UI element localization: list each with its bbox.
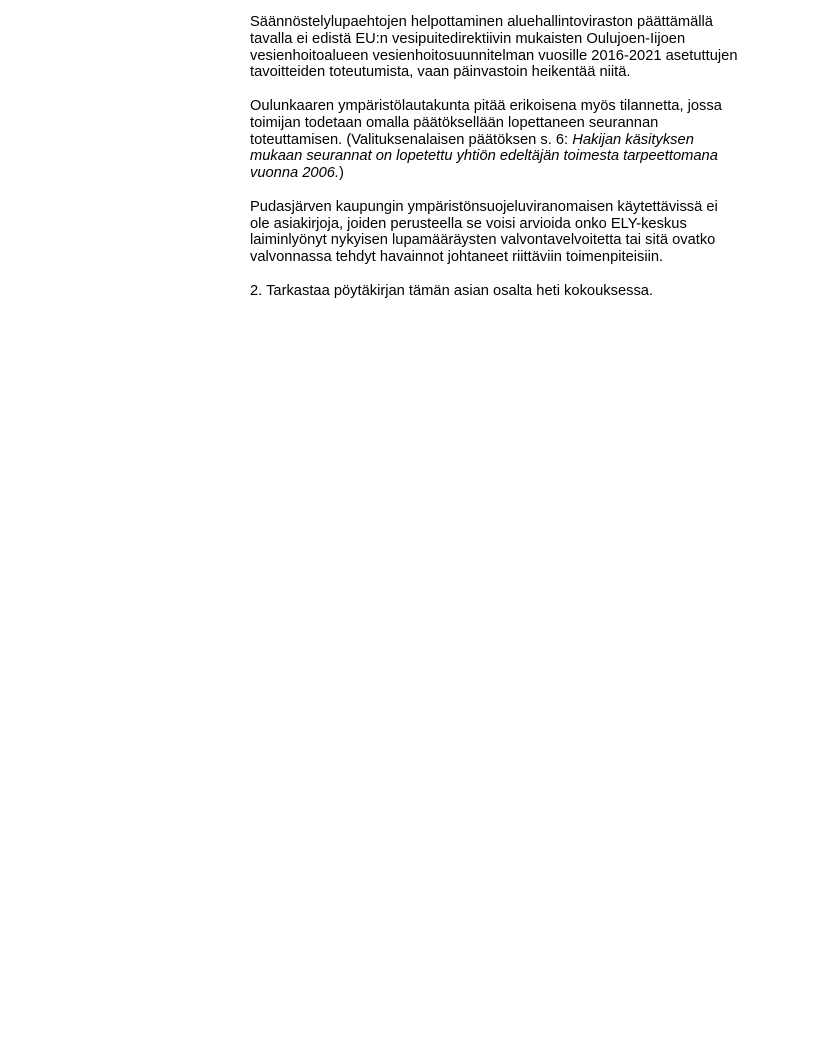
- text-line: [250, 64, 750, 81]
- text-run: Säännöstelylupaehtojen helpottaminen aluehallintoviraston päättämällä: [250, 14, 713, 30]
- text-line: [250, 31, 750, 48]
- paragraph-1: [250, 14, 750, 81]
- text-run: ): [339, 165, 344, 182]
- text-line: [250, 14, 750, 31]
- text-line: [250, 132, 750, 149]
- text-line: [250, 232, 750, 249]
- text-run: laiminlyönyt nykyisen lupamääräysten valvontavelvoitetta tai sitä ovatko: [250, 232, 716, 249]
- text-line: [250, 98, 750, 115]
- paragraph-3: [250, 199, 750, 266]
- text-run: Oulunkaaren ympäristölautakunta pitää erikoisena myös tilannetta, jossa: [250, 97, 722, 114]
- paragraph-4: [250, 283, 750, 300]
- text-run: tavalla ei edistä EU:n vesipuitedirektiivin mukaisten Oulujoen-Iijoen: [250, 30, 686, 47]
- italic-text-run: mukaan seurannat on lopetettu yhtiön edeltäjän toimesta tarpeettomana: [250, 148, 718, 165]
- text-run: tavoitteiden toteutumista, vaan päinvastoin heikentää niitä.: [250, 64, 631, 81]
- text-run: 2. Tarkastaa pöytäkirjan tämän asian osalta heti kokouksessa.: [250, 282, 654, 299]
- text-line: [250, 199, 750, 216]
- text-line: [250, 249, 750, 266]
- text-line: [250, 48, 750, 65]
- text-line: [250, 165, 750, 182]
- text-run: Pudasjärven kaupungin ympäristönsuojeluviranomaisen käytettävissä ei: [250, 198, 718, 215]
- text-run: valvonnassa tehdyt havainnot johtaneet riittäviin toimenpiteisiin.: [250, 249, 664, 266]
- text-run: ole asiakirjoja, joiden perusteella se voisi arvioida onko ELY-keskus: [250, 215, 687, 232]
- text-line: [250, 115, 750, 132]
- text-line: [250, 148, 750, 165]
- text-run: toimijan todetaan omalla päätöksellään lopettaneen seurannan: [250, 114, 659, 131]
- text-line: [250, 283, 750, 300]
- italic-text-run: vuonna 2006.: [250, 165, 340, 182]
- document-text-block: [250, 14, 750, 316]
- text-run: vesienhoitoalueen vesienhoitosuunnitelman vuosille 2016-2021 asetuttujen: [250, 47, 738, 64]
- paragraph-2: [250, 98, 750, 182]
- italic-text-run: Hakijan käsityksen: [572, 131, 694, 148]
- text-run: toteuttamisen. (Valituksenalaisen päätöksen s. 6:: [250, 131, 573, 148]
- text-line: [250, 216, 750, 233]
